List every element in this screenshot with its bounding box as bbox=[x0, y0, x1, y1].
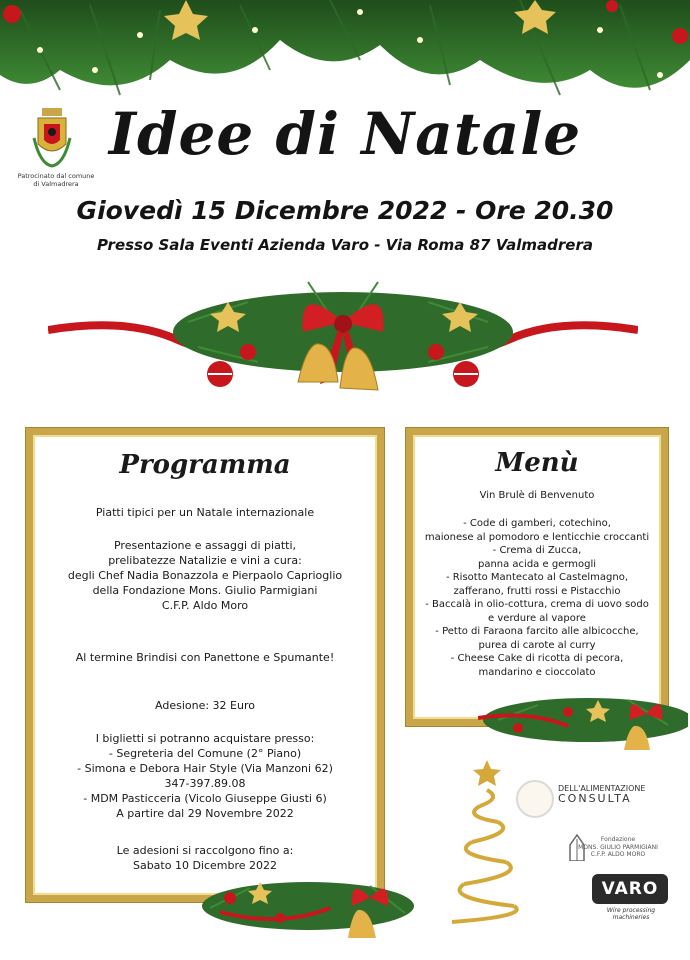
programma-frame bbox=[26, 428, 384, 902]
menu-item: - Code di gamberi, cotechino, bbox=[463, 518, 611, 529]
prog-line: 347-397.89.08 bbox=[164, 777, 246, 790]
prog-line: prelibatezze Natalizie e vini a cura: bbox=[108, 554, 302, 567]
consulta-logo bbox=[558, 784, 668, 804]
event-place: Presso Sala Eventi Azienda Varo - Via Roma 87 Valmadrera bbox=[97, 236, 593, 254]
menu-corner-garland bbox=[478, 680, 688, 752]
programma-title: Programma bbox=[119, 450, 291, 480]
consulta-big: CONSULTA bbox=[558, 792, 632, 805]
patron-text bbox=[8, 172, 104, 188]
varo-subtitle: Wire processing machineries bbox=[606, 907, 656, 921]
programma-biglietti bbox=[40, 731, 370, 821]
menu-item: - Risotto Mantecato al Castelmagno, bbox=[445, 572, 629, 583]
center-garland-bow bbox=[48, 262, 638, 402]
patron-line-1: Patrocinato dal comune bbox=[17, 172, 95, 180]
patron-line-2: di Valmadrera bbox=[33, 180, 79, 188]
prog-line: - Segreteria del Comune (2° Piano) bbox=[108, 747, 302, 760]
fondazione-line: MONS. GIULIO PARMIGIANI bbox=[578, 843, 658, 851]
menu-item: purea di carote al curry bbox=[478, 639, 596, 651]
menu-item: maionese al pomodoro e lenticchie croccanti bbox=[424, 531, 650, 543]
prog-line: A partire dal 29 Novembre 2022 bbox=[116, 807, 294, 820]
consulta-small: DELL'ALIMENTAZIONE bbox=[558, 784, 646, 793]
prog-line: - Simona e Debora Hair Style (Via Manzoni 62) bbox=[77, 762, 333, 775]
menu-item: - Cheese Cake di ricotta di pecora, bbox=[450, 653, 624, 664]
menu-item: zafferano, frutti rossi e Pistacchio bbox=[453, 585, 621, 597]
programma-brindisi: Al termine Brindisi con Panettone e Spumante! bbox=[75, 651, 335, 664]
fondazione-line: C.F.P. ALDO MORO bbox=[590, 851, 646, 858]
page-title: Idee di Natale bbox=[108, 100, 582, 168]
bottom-garland bbox=[200, 868, 415, 940]
prog-line: I biglietti si potranno acquistare presso: bbox=[95, 732, 315, 745]
sponsor-logo-icon bbox=[516, 780, 554, 818]
fondazione-logo bbox=[566, 836, 670, 859]
menu-items bbox=[414, 517, 660, 679]
programma-subtitle: Piatti tipici per un Natale internazionale bbox=[95, 506, 315, 519]
event-date: Giovedì 15 Dicembre 2022 - Ore 20.30 bbox=[76, 196, 614, 225]
prog-line: degli Chef Nadia Bonazzola e Pierpaolo Caprioglio bbox=[67, 569, 343, 582]
prog-line: C.F.P. Aldo Moro bbox=[161, 599, 249, 612]
top-pine-garland bbox=[0, 0, 690, 105]
prog-line: della Fondazione Mons. Giulio Parmigiani bbox=[92, 584, 318, 597]
programma-adesione: Adesione: 32 Euro bbox=[155, 699, 255, 712]
varo-logo: VARO bbox=[592, 874, 668, 904]
prog-line: Le adesioni si raccolgono fino a: bbox=[116, 844, 294, 857]
menu-title: Menù bbox=[495, 448, 579, 478]
menu-item: panna acida e germogli bbox=[477, 558, 597, 570]
menu-item: - Crema di Zucca, bbox=[492, 545, 582, 556]
menu-welcome: Vin Brulè di Benvenuto bbox=[479, 490, 595, 501]
programma-presentazione bbox=[40, 538, 370, 613]
prog-line: Presentazione e assaggi di piatti, bbox=[113, 539, 297, 552]
prog-line: Sabato 10 Dicembre 2022 bbox=[132, 859, 278, 872]
golden-tree-icon bbox=[442, 760, 532, 930]
menu-item: - Baccalà in olio-cottura, crema di uovo sodo bbox=[425, 599, 649, 610]
menu-item: - Petto di Faraona farcito alle albicocche, bbox=[435, 626, 639, 637]
menu-item: mandarino e cioccolato bbox=[478, 666, 596, 678]
prog-line: - MDM Pasticceria (Vicolo Giuseppe Giusti 6) bbox=[83, 792, 327, 805]
fondazione-line: Fondazione bbox=[600, 836, 636, 843]
menu-item: e verdure al vapore bbox=[488, 612, 586, 624]
